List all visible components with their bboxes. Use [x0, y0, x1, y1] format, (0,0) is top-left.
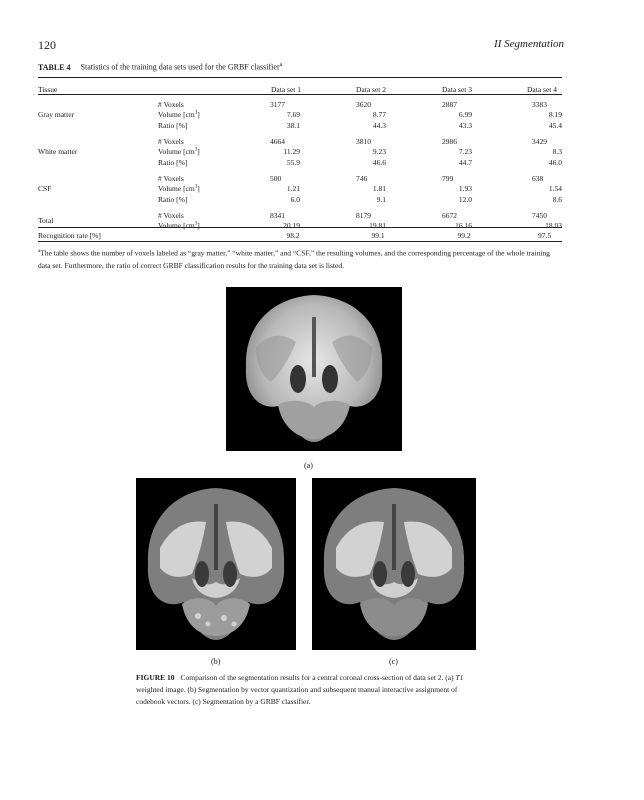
tissue-label: CSF [38, 184, 52, 193]
recognition-cell: 98.2 [286, 231, 300, 240]
table-cell: 1.81 [372, 184, 386, 193]
metric-label [158, 158, 187, 167]
table-cell: 1.21 [286, 184, 300, 193]
table-bottom-rule [38, 241, 562, 242]
table-cell: 3383 [532, 100, 547, 109]
table-cell: 44.3 [372, 121, 386, 130]
unit-close: ] [197, 110, 200, 119]
col-header-set1: Data set 1 [271, 85, 301, 94]
footnote-text: The table shows the number of voxels labeled as “gray matter,” “white matter,” and “CSF,” the resulting volumes, and the corresponding percentage of the whole training data set. Furthermore, the ratio of correct GRBF classification results for the training data set is listed. [38, 248, 550, 270]
metric-label [158, 100, 184, 109]
running-head: II Segmentation [494, 38, 564, 50]
recognition-label: Recognition rate [%] [38, 231, 101, 240]
metric-text: # Voxels [158, 100, 184, 109]
figure-caption-part1: Comparison of the segmentation results for a central coronal cross-section of data set 2. (a) [180, 673, 456, 682]
metric-text: # Voxels [158, 137, 184, 146]
metric-text: # Voxels [158, 211, 184, 220]
table-cell: 6672 [442, 211, 457, 220]
table-footnote [38, 246, 562, 272]
table-cell: 44.7 [458, 158, 472, 167]
metric-label [158, 110, 200, 119]
table-cell: 2887 [442, 100, 457, 109]
table-cell: 9.1 [376, 195, 386, 204]
metric-text: Volume [cm [158, 184, 195, 193]
metric-text: Volume [cm [158, 110, 195, 119]
footnote-mark: a [38, 249, 41, 254]
table-cell: 18.03 [545, 221, 562, 230]
figure-image-a [226, 287, 402, 451]
metric-text: Volume [cm [158, 147, 195, 156]
table-cell: 12.0 [458, 195, 472, 204]
unit-superscript: 3 [194, 110, 198, 116]
table-cell: 3810 [356, 137, 371, 146]
table-cell: 6.0 [290, 195, 300, 204]
figure-caption-label: FIGURE 10 [136, 673, 175, 682]
tissue-label: Gray matter [38, 110, 75, 119]
table-cell: 746 [356, 174, 368, 183]
unit-close: ] [197, 184, 200, 193]
unit-superscript: 3 [194, 184, 198, 190]
table-cell: 9.23 [372, 147, 386, 156]
metric-label [158, 195, 187, 204]
table-cell: 45.4 [548, 121, 562, 130]
col-header-tissue: Tissue [38, 85, 58, 94]
metric-text: # Voxels [158, 174, 184, 183]
unit-close: ] [197, 221, 200, 230]
table-cell: 638 [532, 174, 544, 183]
figure-label-b: (b) [211, 657, 221, 666]
table-cell: 6.99 [458, 110, 472, 119]
table-caption [38, 62, 282, 72]
table-cell: 38.1 [286, 121, 300, 130]
table-cell: 11.29 [283, 147, 300, 156]
table-cell: 16.16 [455, 221, 472, 230]
recognition-cell: 97.5 [537, 231, 552, 240]
figure-label-c: (c) [389, 657, 398, 666]
tissue-label: Total [38, 216, 54, 225]
tissue-label: White matter [38, 147, 78, 156]
table-cell: 20.19 [283, 221, 300, 230]
metric-label [158, 137, 184, 146]
table-cell: 7.69 [286, 110, 300, 119]
figure-caption-part2: weighted image. (b) Segmentation by vector quantization and subsequent manual interactive assignment of codebook vectors. (c) Segmentation by a GRBF classifier. [136, 685, 458, 706]
table-title-note: a [279, 62, 283, 68]
table-cell: 8.77 [372, 110, 386, 119]
table-cell: 8179 [356, 211, 371, 220]
table-cell: 4664 [270, 137, 285, 146]
table-cell: 8.3 [552, 147, 562, 156]
table-header-rule [38, 94, 562, 95]
page-number: 120 [38, 38, 56, 52]
table-cell: 7450 [532, 211, 547, 220]
table-cell: 46.6 [372, 158, 386, 167]
recognition-cell: 99.1 [371, 231, 385, 240]
table-cell: 46.0 [548, 158, 562, 167]
table-cell: 8.6 [552, 195, 562, 204]
metric-label [158, 147, 200, 156]
unit-superscript: 3 [194, 147, 198, 153]
table-cell: 7.23 [458, 147, 472, 156]
table-cell: 799 [442, 174, 454, 183]
metric-label [158, 174, 184, 183]
unit-close: ] [197, 147, 200, 156]
figure-label-a: (a) [304, 461, 313, 470]
metric-text: Volume [cm [158, 221, 195, 230]
table-cell: 43.3 [458, 121, 472, 130]
table-cell: 55.9 [286, 158, 300, 167]
col-header-set4: Data set 4 [527, 85, 557, 94]
figure-caption-em: T1 [455, 673, 464, 682]
table-cell: 8341 [270, 211, 285, 220]
table-cell: 8.19 [548, 110, 562, 119]
table-cell: 500 [270, 174, 282, 183]
metric-text: Ratio [%] [158, 158, 188, 167]
metric-label [158, 221, 200, 230]
figure-image-c [312, 478, 476, 650]
col-header-set2: Data set 2 [356, 85, 386, 94]
metric-text: Ratio [%] [158, 195, 188, 204]
table-cell: 1.54 [548, 184, 562, 193]
table-cell: 19.81 [369, 221, 386, 230]
table-recognition-rule [38, 227, 562, 228]
metric-text: Ratio [%] [158, 121, 188, 130]
table-title: Statistics of the training data sets used for the GRBF classifier [80, 62, 280, 72]
figure-image-b [136, 478, 296, 650]
figure-caption [136, 672, 466, 708]
recognition-cell: 99.2 [457, 231, 471, 240]
metric-label [158, 211, 184, 220]
col-header-set3: Data set 3 [442, 85, 472, 94]
table-cell: 3620 [356, 100, 371, 109]
table-cell: 2986 [442, 137, 457, 146]
unit-superscript: 3 [194, 221, 198, 227]
table-cell: 1.93 [458, 184, 472, 193]
metric-label [158, 121, 187, 130]
table-cell: 3429 [532, 137, 547, 146]
table-top-rule [38, 77, 562, 78]
metric-label [158, 184, 200, 193]
table-cell: 3177 [270, 100, 285, 109]
table-label: TABLE 4 [38, 62, 71, 72]
